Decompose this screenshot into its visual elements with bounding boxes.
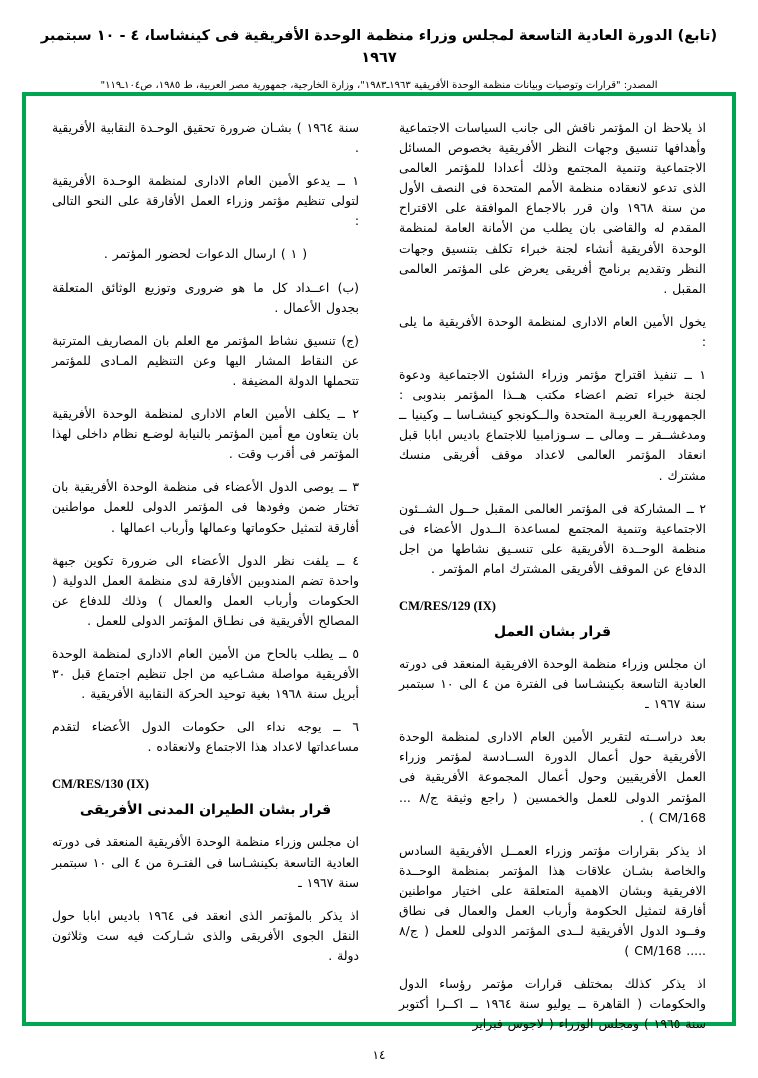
resolution-code: CM/RES/129 (IX) [399, 598, 496, 613]
resolution-title: قرار بشان الطيران المدنى الأفريقى [79, 802, 332, 819]
page-title: (تابع) الدورة العادية التاسعة لمجلس وزراء منظمة الوحدة الأفريقية فى كينشاسا، ٤ - ١٠ سبتمبر ١٩٦٧ [40, 28, 718, 66]
paragraph: يخول الأمين العام الادارى لمنظمة الوحدة الأفريقية ما يلى : [399, 313, 706, 349]
page-header [0, 0, 758, 93]
paragraph: اذ يذكر بالمؤتمر الذى انعقد فى ١٩٦٤ باديس ابابا حول النقل الجوى الأفريقى والذى شـاركت فيه ست وثلاثون دولة . [52, 907, 359, 963]
paragraph: ١ ــ يدعو الأمين العام الادارى لمنظمة الوحـدة الأفريقية لتولى تنظيم مؤتمر وزراء العمل الأفارقة على النحو التالى : [52, 173, 359, 229]
two-column-body [26, 96, 732, 1032]
paragraph: اذ يلاحظ ان المؤتمر ناقش الى جانب السياسات الاجتماعية وأهدافها تنسيق وجهات النظر الأفريقية بخصوص المسائل الاجتماعية وتنمية المجتمع وذلك أعدادا للمؤتمر العالمى الذى تدعو لانعقاده منظمة الأمم المتحدة فى النصف الأول من سنة ١٩٦٨ وان قرر بالاجماع الموافقة على الاقتراح المقدم له والقاضى بان يطلب من الأمانة العامة لمنظمة الوحدة الأفريقية أنشاء لجنة خبراء تكلف بتنسيق وجهات النظر وتقديم برنامج أفريقى يعرض على المؤتمر العالمى المقبل . [399, 120, 706, 296]
paragraph: ان مجلس وزراء منظمة الوحدة الافريقية المنعقد فى دورته العادية التاسعة بكينشـاسا فى الفترة من ٤ الى ١٠ سبتمبر سنة ١٩٦٧ ـ [399, 655, 706, 712]
resolution-title: قرار بشان العمل [493, 623, 612, 640]
paragraph: اذ يذكر بقرارات مؤتمر وزراء العمــل الأفريقية السادس والخاصة بشـان علاقات هذا المؤتمر بمنظمة الوحــدة الافريقية وبشان الاهمية المتعلقة على اختيار مواطنين أفارقة لتمثيل الحكومة وأرباب العمل والعمال فى نطاق وفــود الدول الأفريقية لــدى المؤتمر الدولى للعمل ( ج/٨ ..... CM/168 ) [399, 842, 706, 959]
paragraph: ٢ ــ يكلف الأمين العام الادارى لمنظمة الوحدة الأفريقية بان يتعاون مع أمين المؤتمر بالنيابة لوضـع نظام داخلى لهذا المؤتمر فى أقرب وقت . [52, 406, 359, 462]
paragraph: ٥ ــ يطلب بالحاح من الأمين العام الادارى لمنظمة الوحدة الأفريقية مواصلة مشـاعيه من اجل تنظيم اجتماع قبل ٣٠ أبريل سنة ١٩٦٨ بغية توحيد الحركة النقابية الأفريقية . [52, 645, 359, 702]
paragraph: ٣ ــ يوصى الدول الأعضاء فى منظمة الوحدة الأفريقية بان تختار ضمن وفودها فى المؤتمر الدولى للعمل مواطنين أفارقة لتمثيل حكوماتها وعمالها وأرباب اعمالها . [52, 479, 359, 535]
paragraph: بعد دراســته لتقرير الأمين العام الادارى لمنظمة الوحدة الأفريقية حول أعمال الدورة الســادسة لمؤتمر وزراء العمل الأفريقيين وحول أعمال المجموعة الأفريقية فى المؤتمر الدولى للعمل والخمسين ( راجع وثيقة ج/٨ ... CM/168 ) . [399, 729, 706, 825]
paragraph: ٦ ــ يوجه نداء الى حكومات الدول الأعضاء لتقدم مساعداتها لاعداد هذا الاجتماع ولانعقاده . [52, 719, 359, 755]
paragraph: ان مجلس وزراء منظمة الوحدة الأفريقية المنعقد فى دورته العادية التاسعة بكينشـاسا فى الفتـرة من ٤ الى ١٠ سبتمبر سنة ١٩٦٧ ـ [52, 834, 359, 890]
paragraph: ٢ ــ المشاركة فى المؤتمر العالمى المقبل حــول الشــئون الاجتماعية وتنمية المجتمع لمساعدة الــدول الأعضاء فى منظمة الوحــدة الأفريقية على تنسـيق نشاطها من اجل الدفاع عن الموقف الأفريقى المشترك امام المؤتمر . [399, 500, 706, 576]
paragraph: (ب) اعــداد كل ما هو ضرورى وتوزيع الوثائق المتعلقة بجدول الأعمال . [52, 279, 359, 315]
paragraph: (ج) تنسيق نشاط المؤتمر مع العلم بان المصاريف المترتبة عن النقاط المشار اليها وعن التنظيم المـادى للمؤتمر تتحملها الدولة المضيفة . [52, 332, 359, 388]
paragraph: ١ ــ تنفيذ اقتراح مؤتمر وزراء الشئون الاجتماعية ودعوة لجنة خبراء تضم اعضاء مكتب هــذا المؤتمر بندوبى : الجمهوريـة العربيـة المتحدة والــكونجو كينشـاسا ــ وكينيا ــ ومدغشــقر ــ ومالى ــ سـوزامبيا للاجتماع باديس ابابا قبل انعقاد المؤتمر العالمى لاعداد موقف أفريقى منسك مشترك . [399, 367, 706, 483]
paragraph: ( ١ ) ارسال الدعوات لحضور المؤتمر . [103, 246, 308, 262]
paragraph: ٤ ــ يلفت نظر الدول الأعضاء الى ضرورة تكوين جبهة واحدة تضم المندوبين الأفارقة لدى منظمة العمل الدولية ( الحكومات وأرباب العمل والعمال ) وذلك للدفاع عن المصالح الأفريقية فى نطـاق المؤتمر الدولى للعمل . [52, 552, 359, 628]
paragraph: اذ يذكر كذلك بمختلف قرارات مؤتمر رؤساء الدول والحكومات ( القاهرة ــ يوليو سنة ١٩٦٤ ــ اكــرا أكتوبر سنة ١٩٦٥ ) ومجلس الوزراء ( لاجوس فبراير [399, 976, 706, 1032]
paragraph: سنة ١٩٦٤ ) بشـان ضرورة تحقيق الوحـدة النقابية الأفريقية . [52, 120, 360, 156]
source-note: المصدر: "قرارات وتوصيات وبيانات منظمة الوحدة الأفريقية ١٩٦٣ـ١٩٨٣"، وزارة الخارجية، جمهورية مصر العربية، ط ١٩٨٥، ص١٠٤ـ١١٩" [100, 79, 658, 91]
resolution-code: CM/RES/130 (IX) [52, 777, 149, 792]
column-right [379, 118, 706, 1032]
page-number: ١٤ [372, 1048, 386, 1062]
column-left [52, 118, 379, 1012]
